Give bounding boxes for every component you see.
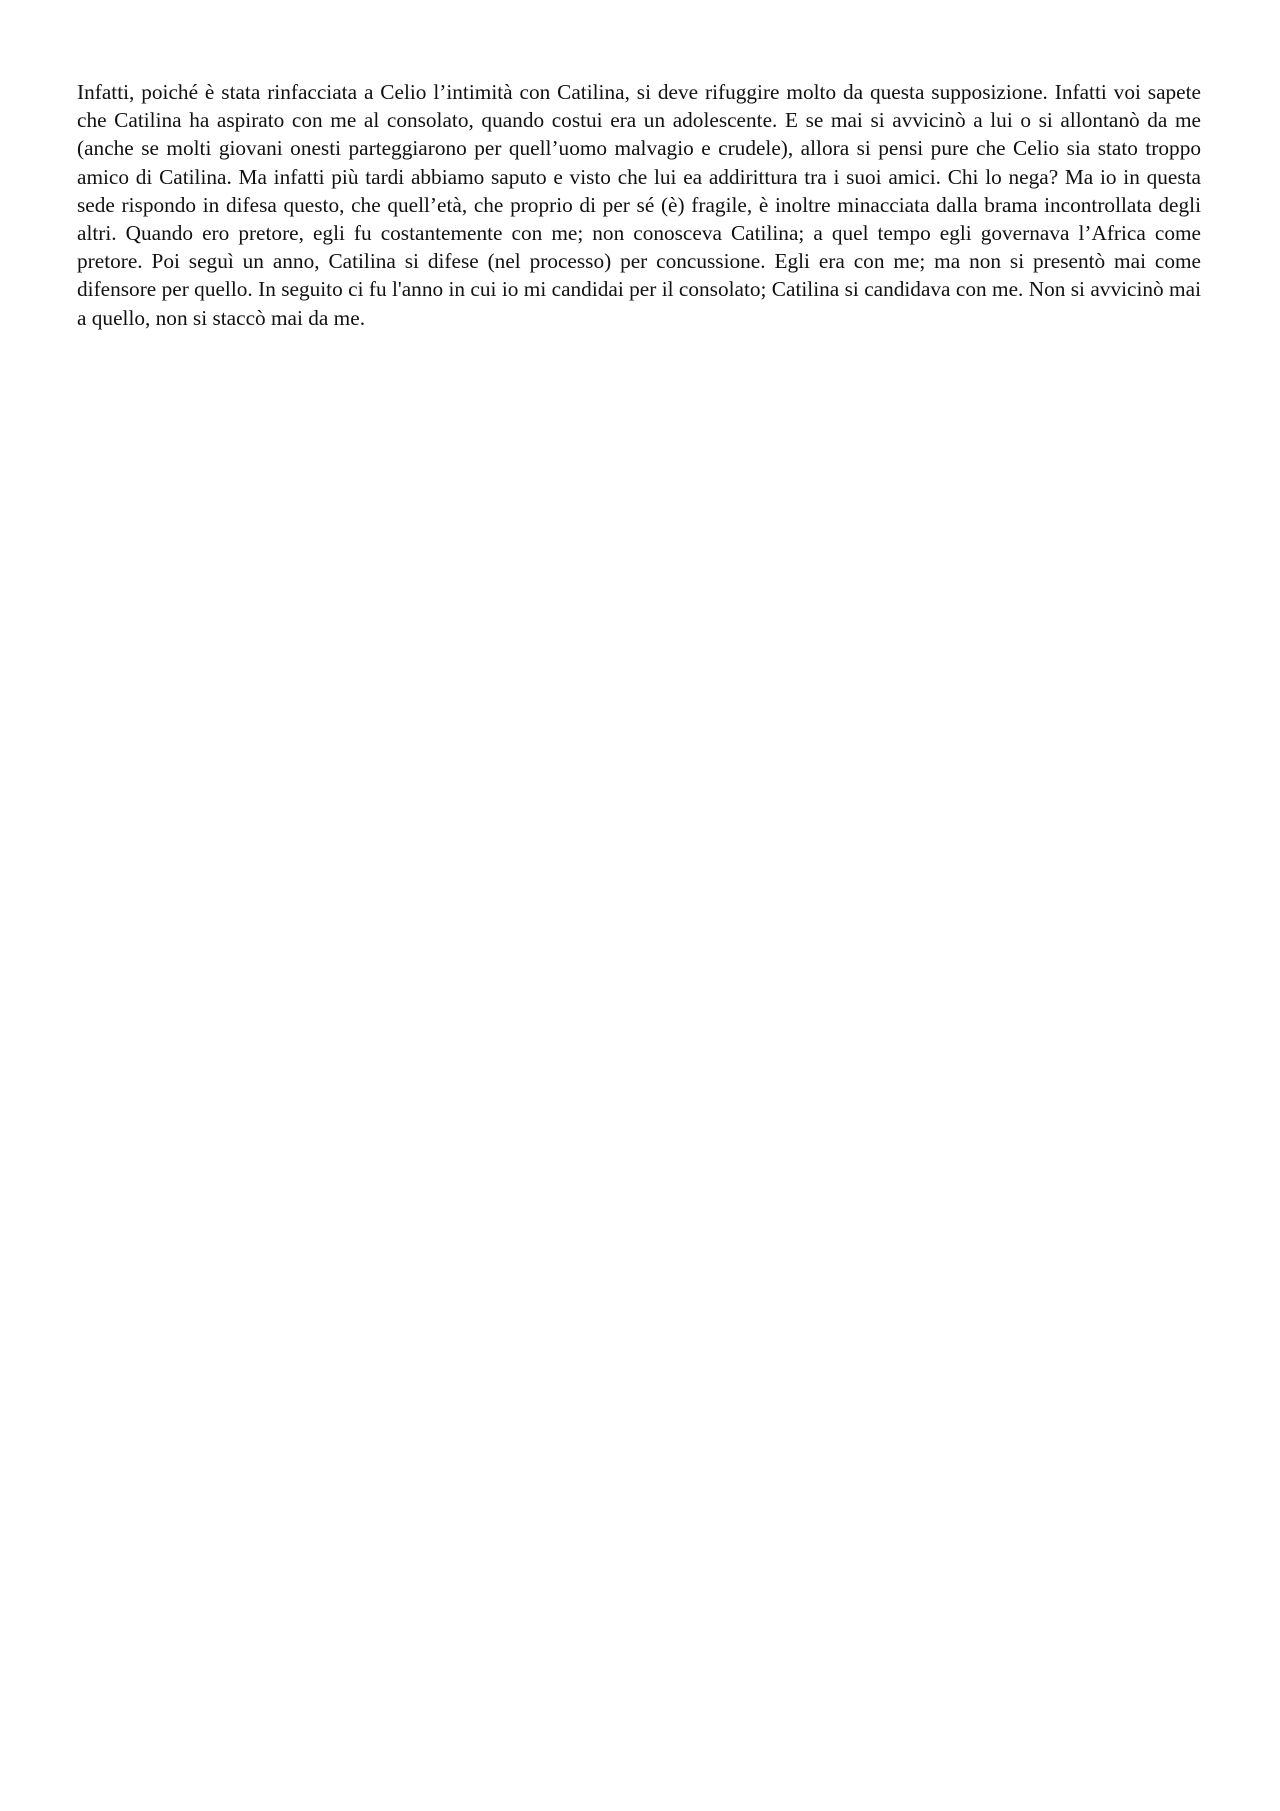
body-paragraph: Infatti, poiché è stata rinfacciata a Celio l’intimità con Catilina, si deve rifuggire molto da questa supposizione. Infatti voi sapete che Catilina ha aspirato con me al consolato, quando costui era un adolescente. E se mai si avvicinò a lui o si allontanò da me (anche se molti giovani onesti parteggiarono per quell’uomo malvagio e crudele), allora si pensi pure che Celio sia stato troppo amico di Catilina. Ma infatti più tardi abbiamo saputo e visto che lui ea addirittura tra i suoi amici. Chi lo nega? Ma io in questa sede rispondo in difesa questo, che quell’età, che proprio di per sé (è) fragile, è inoltre minacciata dalla brama incontrollata degli altri. Quando ero pretore, egli fu costantemente con me; non conosceva Catilina; a quel tempo egli governava l’Africa come pretore. Poi seguì un anno, Catilina si difese (nel processo) per concussione. Egli era con me; ma non si presentò mai come difensore per quello. In seguito ci fu l'anno in cui io mi candidai per il consolato; Catilina si candidava con me. Non si avvicinò mai a quello, non si staccò mai da me. (77, 80, 1201, 330)
